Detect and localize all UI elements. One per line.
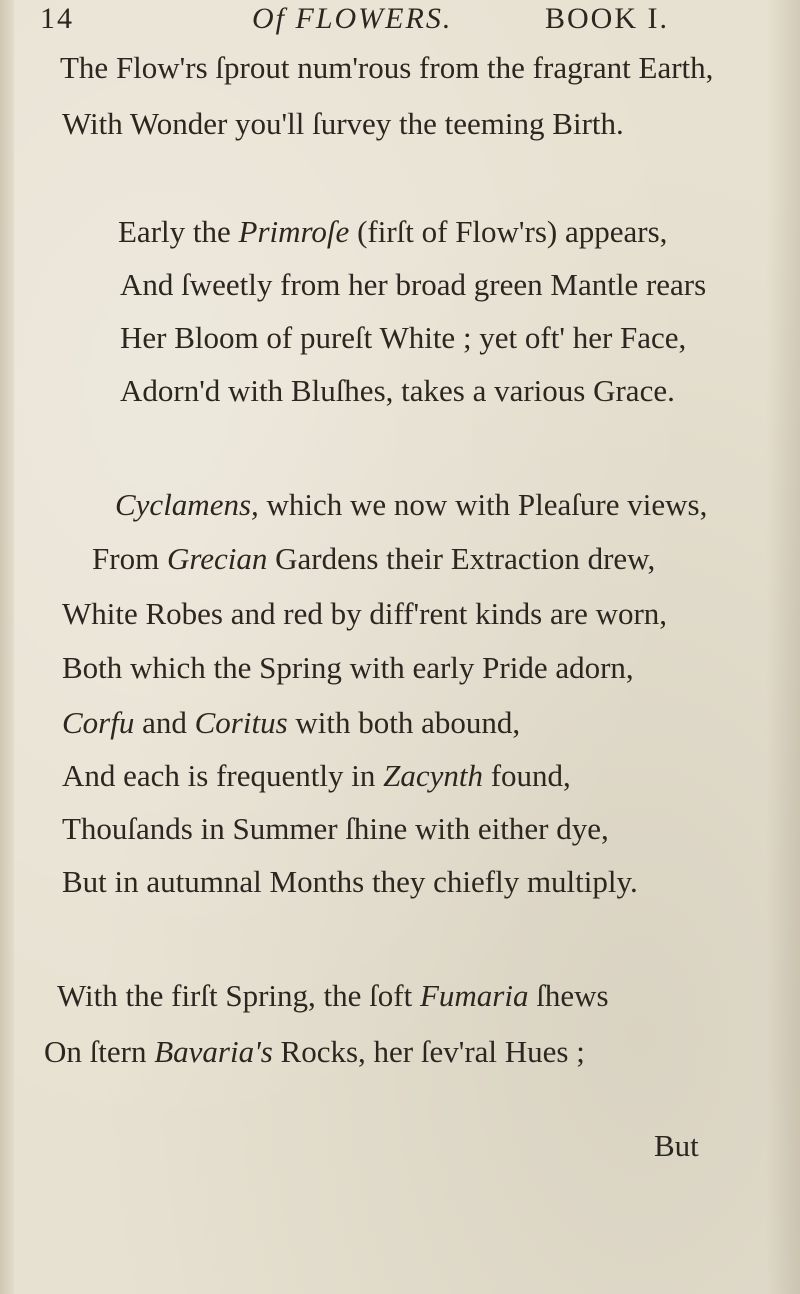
verse-line [62,705,520,741]
verse-text: With the firſt Spring, the ſoft [57,978,420,1013]
verse-text: Gardens their Extraction drew, [267,541,656,576]
verse-line: Both which the Spring with early Pride adorn, [62,650,634,685]
verse-line: Thouſands in Summer ſhine with either dye, [62,811,609,846]
verse-text: which we now with Pleaſure views, [258,487,708,522]
verse-line [62,758,571,794]
verse-line: The Flow'rs ſprout num'rous from the fragrant Earth, [60,50,714,85]
verse-line [44,1034,585,1070]
verse-italic-term: Zacynth [383,758,483,793]
verse-line [57,978,609,1014]
verse-line: White Robes and red by diff'rent kinds are worn, [62,596,668,631]
verse-italic-term: Corfu [62,705,135,740]
verse-italic-term: Grecian [166,541,268,576]
verse-text: From [92,541,167,576]
catchword: But [654,1128,699,1163]
verse-line: With Wonder you'll ſurvey the teeming Birth. [62,106,624,141]
verse-line [118,214,667,250]
verse-italic-term: Bavaria's [154,1034,273,1069]
page-number: 14 [40,2,74,35]
verse-line [92,541,655,577]
verse-text: and [134,705,195,740]
page-spine-shadow [0,0,14,1294]
verse-line: But in autumnal Months they chiefly multiply. [62,864,638,899]
verse-text: with both abound, [287,705,521,740]
page-edge-shadow [766,0,800,1294]
verse-line: Adorn'd with Bluſhes, takes a various Grace. [120,373,675,408]
verse-text: And each is frequently in [62,758,384,793]
book-label: BOOK I. [545,2,669,35]
verse-text: Rocks, her ſev'ral Hues ; [272,1034,585,1069]
verse-italic-term: Primroſe [238,214,350,249]
verse-text: (firſt of Flow'rs) appears, [349,214,668,249]
verse-line: And ſweetly from her broad green Mantle rears [120,267,707,302]
verse-italic-term: Cyclamens, [115,487,259,522]
running-title: Of FLOWERS. [252,2,453,35]
verse-text: Early the [118,214,239,249]
verse-text: On ſtern [44,1034,155,1069]
verse-italic-term: Coritus [194,705,288,740]
verse-italic-term: Fumaria [419,978,529,1013]
verse-line: Her Bloom of pureſt White ; yet oft' her Face, [120,320,687,355]
verse-text: ſhews [528,978,609,1013]
verse-text: found, [482,758,571,793]
verse-line [115,487,707,523]
